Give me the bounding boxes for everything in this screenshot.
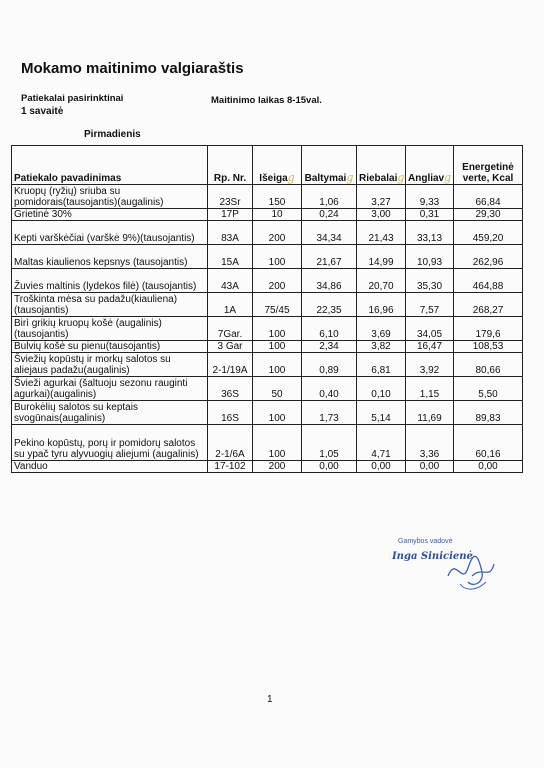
cell-rp: 43A [208,269,253,293]
cell-rp: 1A [208,293,253,317]
cell-kcal: 459,20 [454,221,523,245]
cell-rp: 83A [208,221,253,245]
cell-iseiga: 200 [253,461,302,473]
cell-kcal: 66,84 [454,185,523,209]
cell-name: Bulvių košė su pienu(tausojantis) [12,341,208,353]
signature-name: Inga Sinicienė [392,551,473,562]
cell-angliav: 7,57 [406,293,454,317]
cell-riebalai: 5,14 [357,401,406,425]
serving-time: Maitinimo laikas 8-15val. [211,95,322,106]
cell-iseiga: 200 [253,221,302,245]
cell-rp: 36S [208,377,253,401]
page-number: 1 [267,694,273,705]
cell-riebalai: 16,96 [357,293,406,317]
col-header-iseiga: Išeigag [253,146,302,185]
table-row [12,293,523,317]
cell-name: Vanduo [12,461,208,473]
cell-kcal: 29,30 [454,209,523,221]
cell-baltymai: 22,35 [302,293,357,317]
table-row [12,209,523,221]
table-row [12,221,523,245]
cell-baltymai: 1,73 [302,401,357,425]
menu-table [11,145,523,473]
cell-kcal: 268,27 [454,293,523,317]
cell-riebalai: 21,43 [357,221,406,245]
cell-baltymai: 0,00 [302,461,357,473]
signature-title: Gamybos vadovė [398,538,453,545]
cell-kcal: 89,83 [454,401,523,425]
cell-angliav: 9,33 [406,185,454,209]
cell-iseiga: 100 [253,353,302,377]
cell-riebalai: 3,00 [357,209,406,221]
col-header-angliav: Angliavg [406,146,454,185]
cell-baltymai: 0,40 [302,377,357,401]
cell-angliav: 3,36 [406,425,454,461]
table-row [12,317,523,341]
cell-angliav: 0,31 [406,209,454,221]
table-row [12,245,523,269]
cell-iseiga: 100 [253,341,302,353]
cell-baltymai: 0,89 [302,353,357,377]
cell-name: Birì grikių kruopų košė (augalinis)(tausojantis) [12,317,208,341]
cell-angliav: 0,00 [406,461,454,473]
table-row [12,377,523,401]
unit-mark: g [346,171,354,184]
cell-riebalai: 4,71 [357,425,406,461]
cell-iseiga: 100 [253,425,302,461]
col-header-riebalai: Riebalaig [357,146,406,185]
cell-name: Kruopų (ryžių) sriuba su pomidorais(tausojantis)(augalinis) [12,185,208,209]
cell-name: Grietinė 30% [12,209,208,221]
cell-baltymai: 1,06 [302,185,357,209]
cell-iseiga: 100 [253,317,302,341]
cell-kcal: 262,96 [454,245,523,269]
table-row [12,461,523,473]
page-title: Mokamo maitinimo valgiaraštis [21,60,244,77]
cell-rp: 2-1/6A [208,425,253,461]
unit-mark: g [397,171,405,184]
cell-name: Kepti varškėčiai (varškė 9%)(tausojantis) [12,221,208,245]
table-row [12,269,523,293]
cell-baltymai: 2,34 [302,341,357,353]
cell-name: Šviežių kopūstų ir morkų salotos su aliejaus padažu(augalinis) [12,353,208,377]
cell-angliav: 34,05 [406,317,454,341]
cell-baltymai: 1,05 [302,425,357,461]
cell-name: Maltas kiaulienos kepsnys (tausojantis) [12,245,208,269]
cell-kcal: 108,53 [454,341,523,353]
cell-riebalai: 3,82 [357,341,406,353]
cell-angliav: 16,47 [406,341,454,353]
cell-name: Burokėlių salotos su keptais svogūnais(augalinis) [12,401,208,425]
cell-riebalai: 0,00 [357,461,406,473]
cell-angliav: 10,93 [406,245,454,269]
cell-kcal: 464,88 [454,269,523,293]
cell-name: Žuvies maltinis (lydekos filė) (tausojantis) [12,269,208,293]
cell-name: Pekino kopūstų, porų ir pomidorų salotos su ypač tyru alyvuogių aliejumi (augalinis) [12,425,208,461]
cell-riebalai: 3,69 [357,317,406,341]
cell-iseiga: 100 [253,245,302,269]
cell-rp: 15A [208,245,253,269]
cell-baltymai: 6,10 [302,317,357,341]
handwritten-signature-icon [438,546,498,594]
table-row [12,401,523,425]
table-header-row [12,146,523,185]
day-label: Pirmadienis [84,129,141,140]
unit-mark: g [287,171,295,184]
cell-baltymai: 21,67 [302,245,357,269]
cell-baltymai: 0,24 [302,209,357,221]
table-row [12,341,523,353]
cell-kcal: 0,00 [454,461,523,473]
col-header-name: Patiekalo pavadinimas [12,146,208,185]
cell-riebalai: 14,99 [357,245,406,269]
cell-rp: 7Gar. [208,317,253,341]
cell-riebalai: 6,81 [357,353,406,377]
cell-angliav: 11,69 [406,401,454,425]
cell-angliav: 33,13 [406,221,454,245]
cell-riebalai: 3,27 [357,185,406,209]
cell-rp: 23Sr [208,185,253,209]
col-header-rp: Rp. Nr. [208,146,253,185]
cell-rp: 2-1/19A [208,353,253,377]
table-row [12,353,523,377]
cell-kcal: 60,16 [454,425,523,461]
cell-name: Troškinta mėsa su padažu(kiauliena)(tausojantis) [12,293,208,317]
cell-rp: 3 Gar [208,341,253,353]
cell-iseiga: 100 [253,401,302,425]
cell-angliav: 3,92 [406,353,454,377]
cell-kcal: 80,66 [454,353,523,377]
cell-kcal: 5,50 [454,377,523,401]
signature-stamp [392,538,498,594]
cell-iseiga: 150 [253,185,302,209]
cell-rp: 17-102 [208,461,253,473]
col-header-baltymai: Baltymaig [302,146,357,185]
cell-baltymai: 34,34 [302,221,357,245]
cell-rp: 17P [208,209,253,221]
cell-kcal: 179,6 [454,317,523,341]
cell-riebalai: 0,10 [357,377,406,401]
cell-riebalai: 20,70 [357,269,406,293]
cell-iseiga: 200 [253,269,302,293]
col-header-kcal: Energetinė verte, Kcal [454,146,523,185]
cell-baltymai: 34,86 [302,269,357,293]
cell-iseiga: 75/45 [253,293,302,317]
cell-name: Švieži agurkai (šaltuoju sezonu rauginti agurkai)(augalinis) [12,377,208,401]
week-label: 1 savaitė [21,106,64,117]
table-row [12,425,523,461]
table-row [12,185,523,209]
cell-iseiga: 50 [253,377,302,401]
unit-mark: g [444,171,452,184]
cell-angliav: 35,30 [406,269,454,293]
cell-rp: 16S [208,401,253,425]
subtitle: Patiekalai pasirinktinai [21,93,124,104]
cell-iseiga: 10 [253,209,302,221]
cell-angliav: 1,15 [406,377,454,401]
